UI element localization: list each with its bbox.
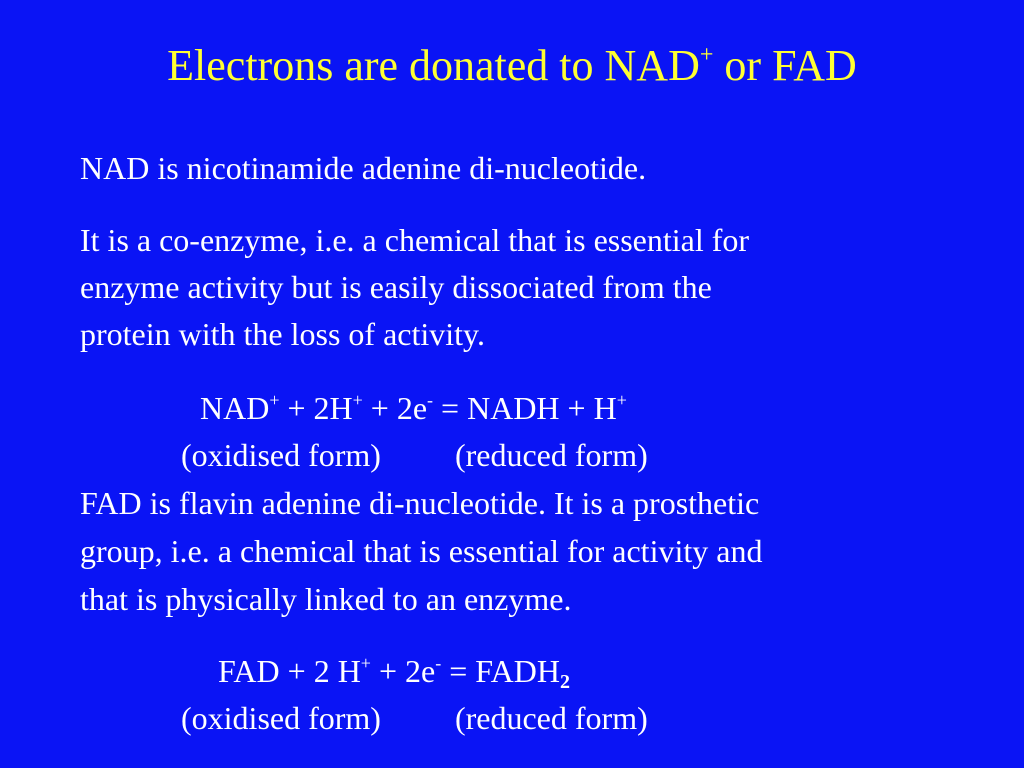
eq-nad-sup-2: +: [352, 390, 363, 410]
eq-fad-term-3: = FADH: [441, 653, 560, 689]
eq-nad-term-3: + 2e: [362, 390, 428, 426]
equation-nad: [200, 389, 627, 427]
eq-nad-sup-1: +: [269, 390, 280, 410]
slide-title: [0, 38, 1024, 94]
paragraph-nad-definition: NAD is nicotinamide adenine di-nucleotide.: [80, 150, 647, 186]
title-superscript: +: [699, 42, 714, 68]
equation-fad-forms: [181, 699, 648, 737]
equation-fad: [218, 652, 570, 693]
eq-nad-sup-4: +: [616, 390, 627, 410]
eq-fad-subscript: 2: [560, 671, 570, 693]
paragraph-coenzyme-line-3: protein with the loss of activity.: [80, 316, 485, 352]
eq-fad-sup-1: +: [360, 653, 371, 673]
eq-fad-term-2: + 2e: [370, 653, 436, 689]
fad-oxidised-label: (oxidised form): [181, 700, 381, 736]
paragraph-coenzyme-line-2: enzyme activity but is easily dissociated from the: [80, 269, 712, 305]
eq-fad-term-1: FAD + 2 H: [218, 653, 361, 689]
nad-reduced-label: (reduced form): [454, 437, 648, 473]
eq-nad-sup-3: -: [427, 390, 434, 410]
eq-nad-term-4: = NADH + H: [433, 390, 617, 426]
paragraph-fad-line-1: FAD is flavin adenine di-nucleotide. It is a prosthetic: [80, 485, 760, 521]
eq-nad-term-2: + 2H: [279, 390, 353, 426]
nad-oxidised-label: (oxidised form): [181, 437, 381, 473]
paragraph-fad-line-3: that is physically linked to an enzyme.: [80, 581, 572, 617]
paragraph-fad-line-2: group, i.e. a chemical that is essential for activity and: [80, 533, 763, 569]
eq-nad-term-1: NAD: [200, 390, 270, 426]
title-text: Electrons are donated to NAD: [167, 41, 700, 90]
title-tail: or FAD: [713, 41, 857, 90]
paragraph-coenzyme-line-1: It is a co-enzyme, i.e. a chemical that is essential for: [80, 222, 750, 258]
eq-fad-sup-2: -: [435, 653, 442, 673]
equation-nad-forms: [181, 436, 648, 474]
fad-reduced-label: (reduced form): [454, 700, 648, 736]
